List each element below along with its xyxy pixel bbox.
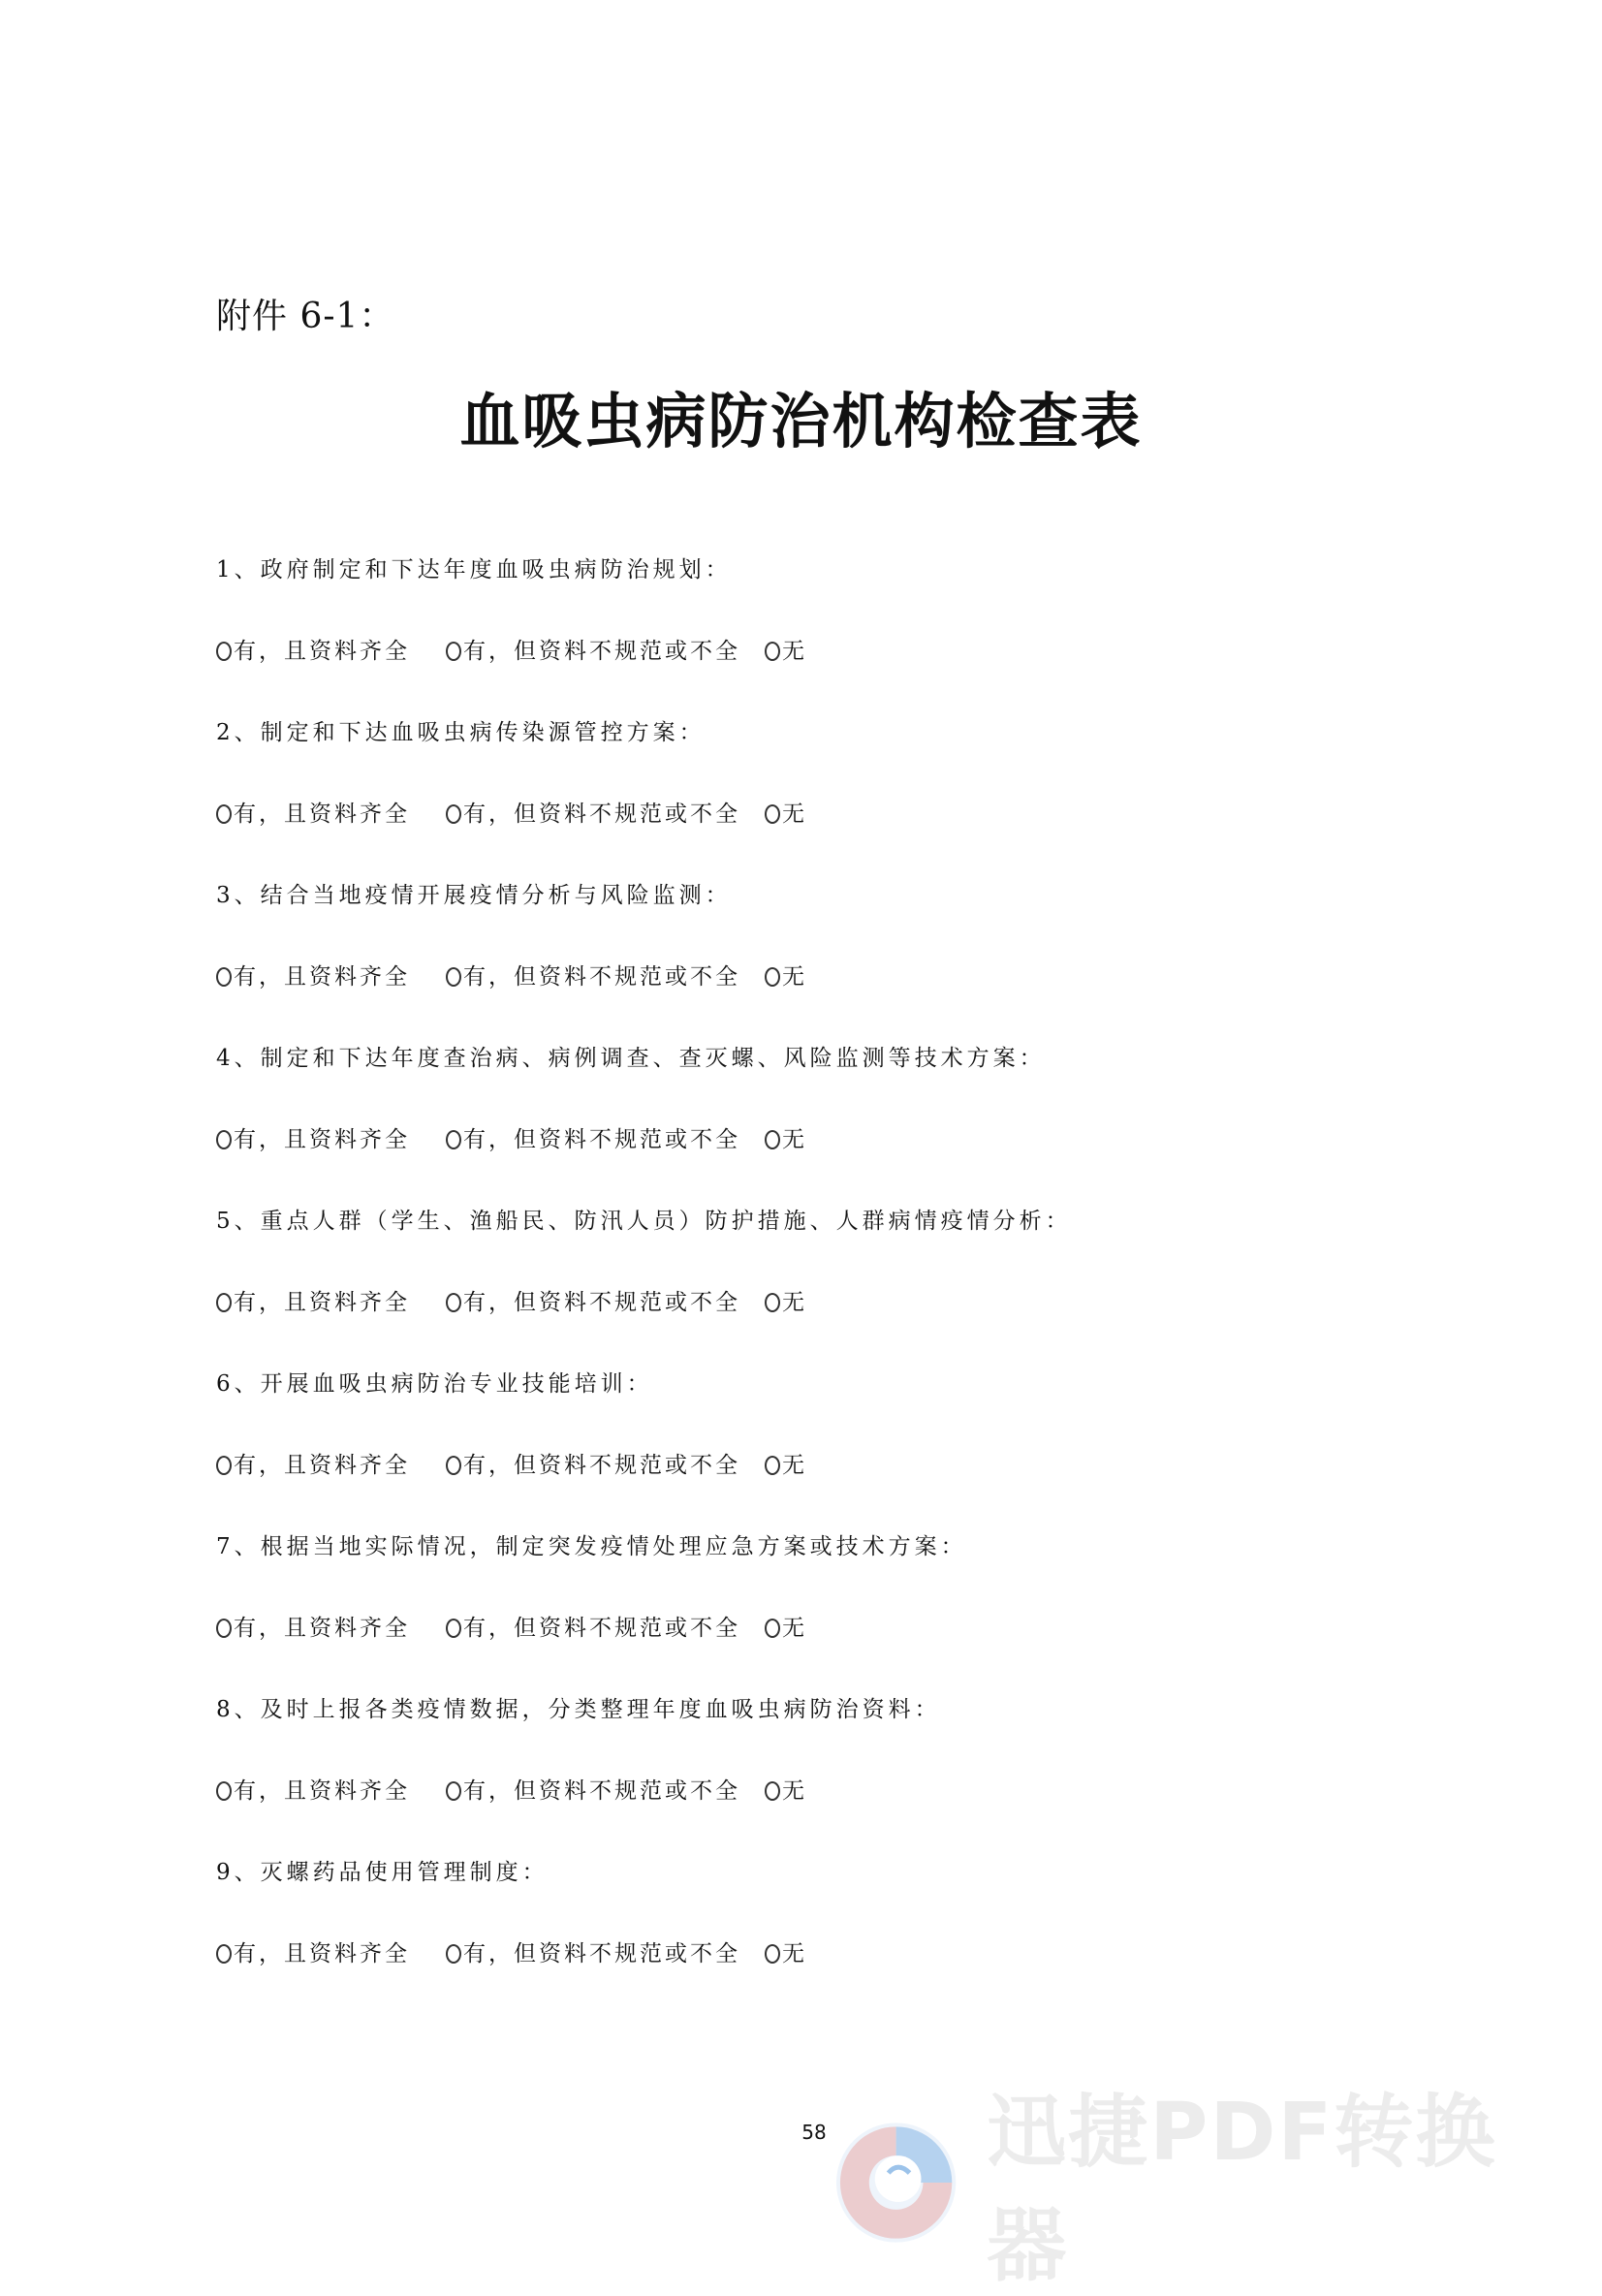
radio-circle-icon[interactable] [216,1781,232,1801]
radio-circle-icon[interactable] [446,1619,461,1638]
radio-circle-icon[interactable] [765,1944,780,1964]
radio-option[interactable] [765,634,807,669]
radio-circle-icon[interactable] [216,967,232,987]
answer-options [216,634,1428,715]
radio-option-label: 有，且资料齐全 [234,1941,410,1966]
radio-circle-icon[interactable] [446,1781,461,1801]
radio-circle-icon[interactable] [765,967,780,987]
radio-circle-icon[interactable] [446,1293,461,1312]
radio-option-label: 有，但资料不规范或不全 [463,1941,740,1966]
page-title: 血吸虫病防治机构检查表 [459,386,1143,456]
radio-circle-icon[interactable] [216,1944,232,1964]
radio-circle-icon[interactable] [446,1130,461,1149]
checklist-item [216,1041,1428,1204]
radio-option-label: 无 [782,1941,807,1966]
answer-options [216,1448,1428,1529]
radio-option[interactable] [765,797,807,832]
radio-option-label: 有，且资料齐全 [234,802,410,827]
checklist-item [216,1529,1428,1692]
checklist-item [216,715,1428,878]
radio-circle-icon[interactable] [446,1456,461,1475]
radio-circle-icon[interactable] [765,804,780,824]
radio-option[interactable] [446,1285,765,1320]
radio-option-label: 无 [782,802,807,827]
radio-option-label: 有，且资料齐全 [234,1616,410,1641]
radio-circle-icon[interactable] [765,1130,780,1149]
answer-options [216,1774,1428,1855]
radio-option-label: 有，且资料齐全 [234,639,410,664]
radio-circle-icon[interactable] [216,1293,232,1312]
radio-option[interactable] [216,1285,446,1320]
radio-option-label: 无 [782,1778,807,1804]
radio-option-label: 有，且资料齐全 [234,1127,410,1152]
radio-option-label: 有，但资料不规范或不全 [463,639,740,664]
answer-options [216,959,1428,1041]
radio-option-label: 无 [782,1290,807,1315]
radio-circle-icon[interactable] [765,1781,780,1801]
radio-option[interactable] [446,797,765,832]
checklist-item [216,1692,1428,1855]
radio-option-label: 有，且资料齐全 [234,1453,410,1478]
answer-options [216,797,1428,878]
radio-option[interactable] [216,1448,446,1483]
radio-option-label: 有，但资料不规范或不全 [463,802,740,827]
answer-options [216,1936,1428,2018]
question-text: 7、根据当地实际情况，制定突发疫情处理应急方案或技术方案： [216,1534,967,1559]
checklist-item [216,1367,1428,1529]
radio-option-label: 无 [782,639,807,664]
radio-circle-icon[interactable] [446,642,461,661]
radio-option-label: 有，且资料齐全 [234,1778,410,1804]
watermark [829,2087,1575,2292]
radio-circle-icon[interactable] [216,1619,232,1638]
question-text: 8、及时上报各类疫情数据，分类整理年度血吸虫病防治资料： [216,1697,941,1722]
answer-options [216,1122,1428,1204]
question-text: 4、制定和下达年度查治病、病例调查、查灭螺、风险监测等技术方案： [216,1046,1046,1071]
converter-logo-icon [829,2115,963,2250]
radio-circle-icon[interactable] [765,1619,780,1638]
radio-option-label: 有，但资料不规范或不全 [463,1290,740,1315]
checklist [216,552,1428,2018]
checklist-item [216,1855,1428,2018]
radio-circle-icon[interactable] [216,804,232,824]
question-text: 1、政府制定和下达年度血吸虫病防治规划： [216,557,732,582]
radio-option-label: 无 [782,1616,807,1641]
radio-option-label: 无 [782,1127,807,1152]
radio-option[interactable] [765,1448,807,1483]
checklist-item [216,878,1428,1041]
radio-circle-icon[interactable] [765,1293,780,1312]
question-text: 2、制定和下达血吸虫病传染源管控方案： [216,720,706,745]
page-number: 58 [801,2121,827,2144]
radio-option[interactable] [765,1936,807,1971]
radio-option[interactable] [446,1774,765,1808]
question-text: 3、结合当地疫情开展疫情分析与风险监测： [216,883,732,908]
radio-option-label: 有，但资料不规范或不全 [463,1616,740,1641]
radio-option[interactable] [216,1122,446,1157]
watermark-text: 迅捷PDF转换器 [987,2087,1497,2292]
radio-option-label: 有，且资料齐全 [234,1290,410,1315]
radio-option[interactable] [216,1936,446,1971]
radio-circle-icon[interactable] [216,1130,232,1149]
radio-circle-icon[interactable] [216,642,232,661]
radio-option-label: 有，且资料齐全 [234,964,410,990]
radio-option[interactable] [446,1448,765,1483]
radio-circle-icon[interactable] [216,1456,232,1475]
radio-option[interactable] [216,1611,446,1646]
radio-circle-icon[interactable] [446,967,461,987]
radio-option[interactable] [446,634,765,669]
radio-option-label: 有，但资料不规范或不全 [463,964,740,990]
radio-option[interactable] [216,797,446,832]
radio-option[interactable] [765,1122,807,1157]
checklist-item [216,1204,1428,1367]
radio-option[interactable] [216,959,446,994]
checklist-item [216,552,1428,715]
radio-option[interactable] [446,1936,765,1971]
radio-option-label: 无 [782,964,807,990]
radio-option[interactable] [216,1774,446,1808]
radio-option-label: 有，但资料不规范或不全 [463,1453,740,1478]
radio-option[interactable] [765,1611,807,1646]
radio-option[interactable] [216,634,446,669]
radio-option-label: 有，但资料不规范或不全 [463,1127,740,1152]
radio-option-label: 有，但资料不规范或不全 [463,1778,740,1804]
question-text: 9、灭螺药品使用管理制度： [216,1860,549,1885]
radio-option[interactable] [446,959,765,994]
radio-option[interactable] [765,1774,807,1808]
radio-circle-icon[interactable] [765,1456,780,1475]
radio-option[interactable] [765,959,807,994]
answer-options [216,1611,1428,1692]
radio-option-label: 无 [782,1453,807,1478]
radio-option[interactable] [446,1122,765,1157]
radio-circle-icon[interactable] [446,804,461,824]
question-text: 6、开展血吸虫病防治专业技能培训： [216,1371,653,1397]
radio-circle-icon[interactable] [446,1944,461,1964]
question-text: 5、重点人群（学生、渔船民、防汛人员）防护措施、人群病情疫情分析： [216,1209,1072,1234]
attachment-label: 附件 6-1： [216,297,395,336]
answer-options [216,1285,1428,1367]
radio-circle-icon[interactable] [765,642,780,661]
radio-option[interactable] [765,1285,807,1320]
radio-option[interactable] [446,1611,765,1646]
